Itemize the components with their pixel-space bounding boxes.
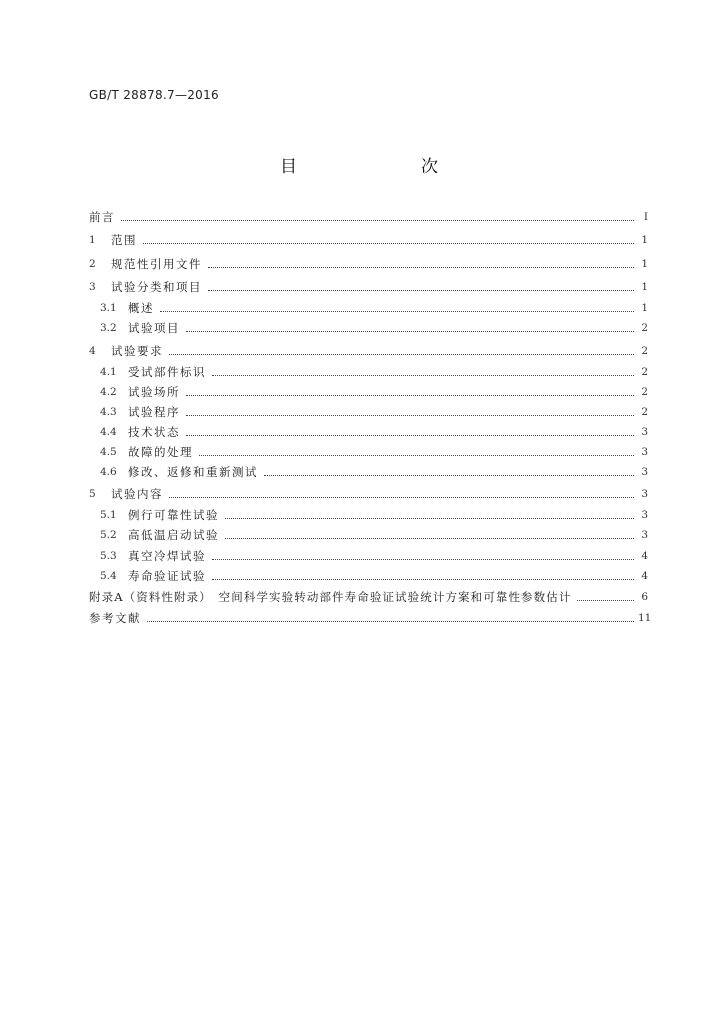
toc-entry[interactable] <box>100 568 648 584</box>
toc-entry-number: 3.1 <box>100 302 117 314</box>
toc-dot-leader <box>160 310 634 312</box>
toc-entry[interactable] <box>100 384 648 400</box>
toc-entry-title: 试验程序 <box>128 405 180 419</box>
toc-entry-title: 真空冷焊试验 <box>128 549 206 563</box>
toc-entry-number: 4.5 <box>100 446 117 458</box>
toc-entry-title: 例行可靠性试验 <box>128 508 219 522</box>
toc-entry-title: 试验项目 <box>128 321 180 335</box>
toc-entry-number: 4.1 <box>100 366 117 378</box>
toc-entry-number: 5.2 <box>100 529 117 541</box>
toc-dot-leader <box>143 242 634 244</box>
toc-entry-number: 3 <box>89 281 96 293</box>
toc-dot-leader <box>212 578 634 580</box>
toc-page-number: 1 <box>641 258 648 270</box>
toc-entry[interactable] <box>100 548 648 564</box>
toc-entry-number: 3.2 <box>100 322 117 334</box>
toc-dot-leader <box>186 330 634 332</box>
toc-entry-title: 高低温启动试验 <box>128 528 219 542</box>
toc-page-number: 2 <box>641 345 648 357</box>
toc-entry-number: 5.3 <box>100 550 117 562</box>
toc-dot-leader <box>199 454 634 456</box>
toc-entry-number: 4.2 <box>100 386 117 398</box>
page-title: 目 次 <box>280 157 468 177</box>
toc-dot-leader <box>264 474 634 476</box>
toc-page-number: 2 <box>641 322 648 334</box>
toc-entry-title: 参考文献 <box>89 611 141 625</box>
toc-page-number: 6 <box>641 591 648 603</box>
toc-page-number: 4 <box>641 570 648 582</box>
toc-page-number: 4 <box>641 550 648 562</box>
toc-page-number: 11 <box>638 612 652 624</box>
toc-page-number: 3 <box>641 488 648 500</box>
toc-entry[interactable] <box>89 279 648 295</box>
toc-entry[interactable] <box>89 343 648 359</box>
toc-entry-title: 范围 <box>111 233 137 247</box>
toc-entry-title: 修改、返修和重新测试 <box>128 465 258 479</box>
toc-page-number: 3 <box>641 446 648 458</box>
toc-dot-leader <box>186 414 634 416</box>
toc-page-number: 1 <box>641 234 648 246</box>
toc-entry[interactable] <box>89 232 648 248</box>
toc-entry[interactable] <box>100 444 648 460</box>
toc-dot-leader <box>147 620 634 622</box>
toc-entry-title: 寿命验证试验 <box>128 569 206 583</box>
toc-entry[interactable] <box>100 320 648 336</box>
toc-dot-leader <box>169 496 634 498</box>
toc-entry[interactable] <box>100 464 648 480</box>
toc-dot-leader <box>577 599 634 601</box>
toc-entry-number: 5 <box>89 488 96 500</box>
toc-dot-leader <box>186 394 634 396</box>
toc-entry-number: 5.4 <box>100 570 117 582</box>
toc-entry[interactable] <box>100 507 648 523</box>
toc-page-number: 2 <box>641 386 648 398</box>
toc-page-number: Ⅰ <box>643 211 648 223</box>
toc-page-number: 2 <box>641 366 648 378</box>
toc-entry-title: 前言 <box>89 210 115 224</box>
toc-entry-number: 1 <box>89 234 96 246</box>
toc-entry[interactable] <box>100 424 648 440</box>
toc-dot-leader <box>225 537 634 539</box>
toc-entry[interactable] <box>100 404 648 420</box>
toc-dot-leader <box>121 219 634 221</box>
toc-page-number: 3 <box>641 466 648 478</box>
toc-page-number: 3 <box>641 426 648 438</box>
toc-entry-number: 5.1 <box>100 509 117 521</box>
toc-entry-title: 试验内容 <box>111 487 163 501</box>
toc-entry-title: 试验分类和项目 <box>111 280 202 294</box>
toc-dot-leader <box>208 266 634 268</box>
toc-entry-number: 4.3 <box>100 406 117 418</box>
toc-page-number: 3 <box>641 529 648 541</box>
toc-dot-leader <box>212 374 634 376</box>
toc-page-number: 3 <box>641 509 648 521</box>
toc-entry-title: 技术状态 <box>128 425 180 439</box>
toc-page-number: 1 <box>641 281 648 293</box>
toc-entry-number: 4 <box>89 345 96 357</box>
toc-entry[interactable] <box>89 209 648 225</box>
toc-entry[interactable] <box>89 256 648 272</box>
toc-dot-leader <box>186 434 634 436</box>
toc-entry-number: 2 <box>89 258 96 270</box>
toc-entry-title: 试验场所 <box>128 385 180 399</box>
toc-entry-title: 故障的处理 <box>128 445 193 459</box>
toc-entry[interactable] <box>100 300 648 316</box>
toc-dot-leader <box>212 558 634 560</box>
toc-entry-title: 附录A（资料性附录） 空间科学实验转动部件寿命验证试验统计方案和可靠性参数估计 <box>89 590 572 604</box>
toc-entry-title: 概述 <box>128 301 154 315</box>
toc-page-number: 2 <box>641 406 648 418</box>
toc-entry[interactable] <box>100 527 648 543</box>
toc-page-number: 1 <box>641 302 648 314</box>
toc-entry[interactable] <box>89 486 648 502</box>
toc-entry[interactable] <box>89 589 648 605</box>
toc-entry-number: 4.6 <box>100 466 117 478</box>
toc-entry-title: 规范性引用文件 <box>111 257 202 271</box>
toc-dot-leader <box>208 289 634 291</box>
standard-code: GB/T 28878.7—2016 <box>89 88 219 102</box>
toc-entry[interactable] <box>100 364 648 380</box>
toc-dot-leader <box>225 517 634 519</box>
toc-entry[interactable] <box>89 610 652 626</box>
toc-entry-title: 试验要求 <box>111 344 163 358</box>
toc-entry-title: 受试部件标识 <box>128 365 206 379</box>
toc-entry-number: 4.4 <box>100 426 117 438</box>
toc-dot-leader <box>169 353 634 355</box>
